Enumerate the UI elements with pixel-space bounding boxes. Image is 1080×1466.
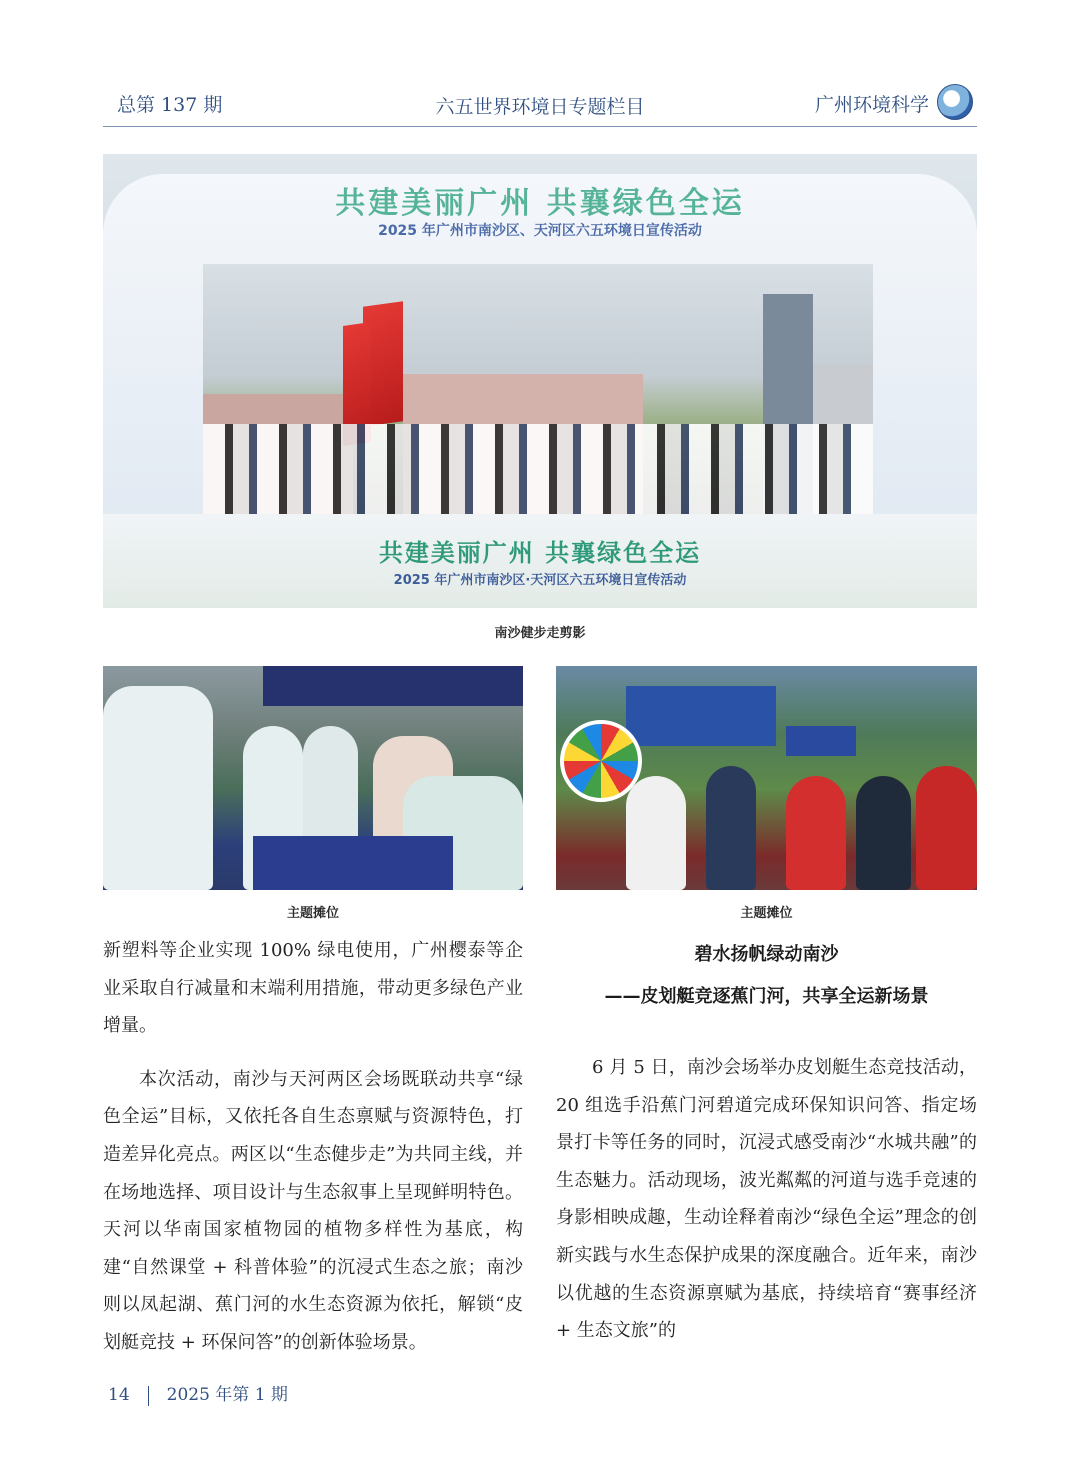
photo-nansha-walk	[103, 154, 977, 608]
section-subtitle: ——皮划艇竞逐蕉门河，共享全运新场景	[604, 986, 929, 1007]
paragraph: 6 月 5 日，南沙会场举办皮划艇生态竞技活动，20 组选手沿蕉门河碧道完成环保知识问答、指定场景打卡等任务的同时，沉浸式感受南沙“水城共融”的生态魅力。活动现场，波光粼粼的河道与选手竞速的身影相映成趣，生动诠释着南沙“绿色全运”理念的创新实践与水生态保护成果的深度融合。近年来，南沙以优越的生态资源禀赋为基底，持续培育“赛事经济 + 生态文旅”的	[556, 1057, 977, 1342]
photo-scene	[203, 264, 873, 514]
page-number: 14	[108, 1385, 130, 1405]
right-photo-caption: 主题摊位	[740, 906, 793, 921]
running-header	[103, 86, 977, 127]
paragraph: 本次活动，南沙与天河两区会场既联动共享“绿色全运”目标，又依托各自生态禀赋与资源特色，打造差异化亮点。两区以“生态健步走”为共同主线，并在场地选择、项目设计与生态叙事上呈现鲜明特色。天河以华南国家植物园的植物多样性为基底，构建“自然课堂 + 科普体验”的沉浸式生态之旅；南沙则以凤起湖、蕉门河的水生态资源为依托，解锁“皮划艇竞技 + 环保问答”的创新体验场景。	[103, 1068, 523, 1353]
banner-slogan: 共建美丽广州 共襄绿色全运	[378, 539, 702, 567]
photo-theme-booth-right	[556, 666, 977, 890]
right-text-column	[556, 1049, 977, 1350]
issue-number: 总第 137 期	[117, 94, 223, 116]
paragraph: 新塑料等企业实现 100% 绿电使用，广州樱泰等企业采取自行减量和末端利用措施，带动更多绿色产业增量。	[103, 940, 523, 1037]
page-footer	[108, 1380, 288, 1406]
main-photo-caption: 南沙健步走剪影	[494, 626, 586, 641]
banner-subtitle: 2025 年广州市南沙区·天河区六五环境日宣传活动	[393, 573, 687, 588]
arch-subtitle: 2025 年广州市南沙区、天河区六五环境日宣传活动	[378, 223, 702, 239]
footer-issue: 2025 年第 1 期	[166, 1385, 288, 1405]
event-banner	[103, 514, 977, 608]
left-photo-caption: 主题摊位	[286, 906, 339, 921]
photo-theme-booth-left	[103, 666, 523, 890]
left-text-column	[103, 932, 523, 1362]
crowd	[203, 424, 873, 514]
arch-slogan: 共建美丽广州 共襄绿色全运	[335, 186, 745, 221]
journal-logo-icon	[937, 84, 973, 120]
journal-name: 广州环境科学	[814, 94, 929, 116]
section-title: 碧水扬帆绿动南沙	[694, 944, 839, 965]
column-title: 六五世界环境日专题栏目	[435, 96, 645, 118]
